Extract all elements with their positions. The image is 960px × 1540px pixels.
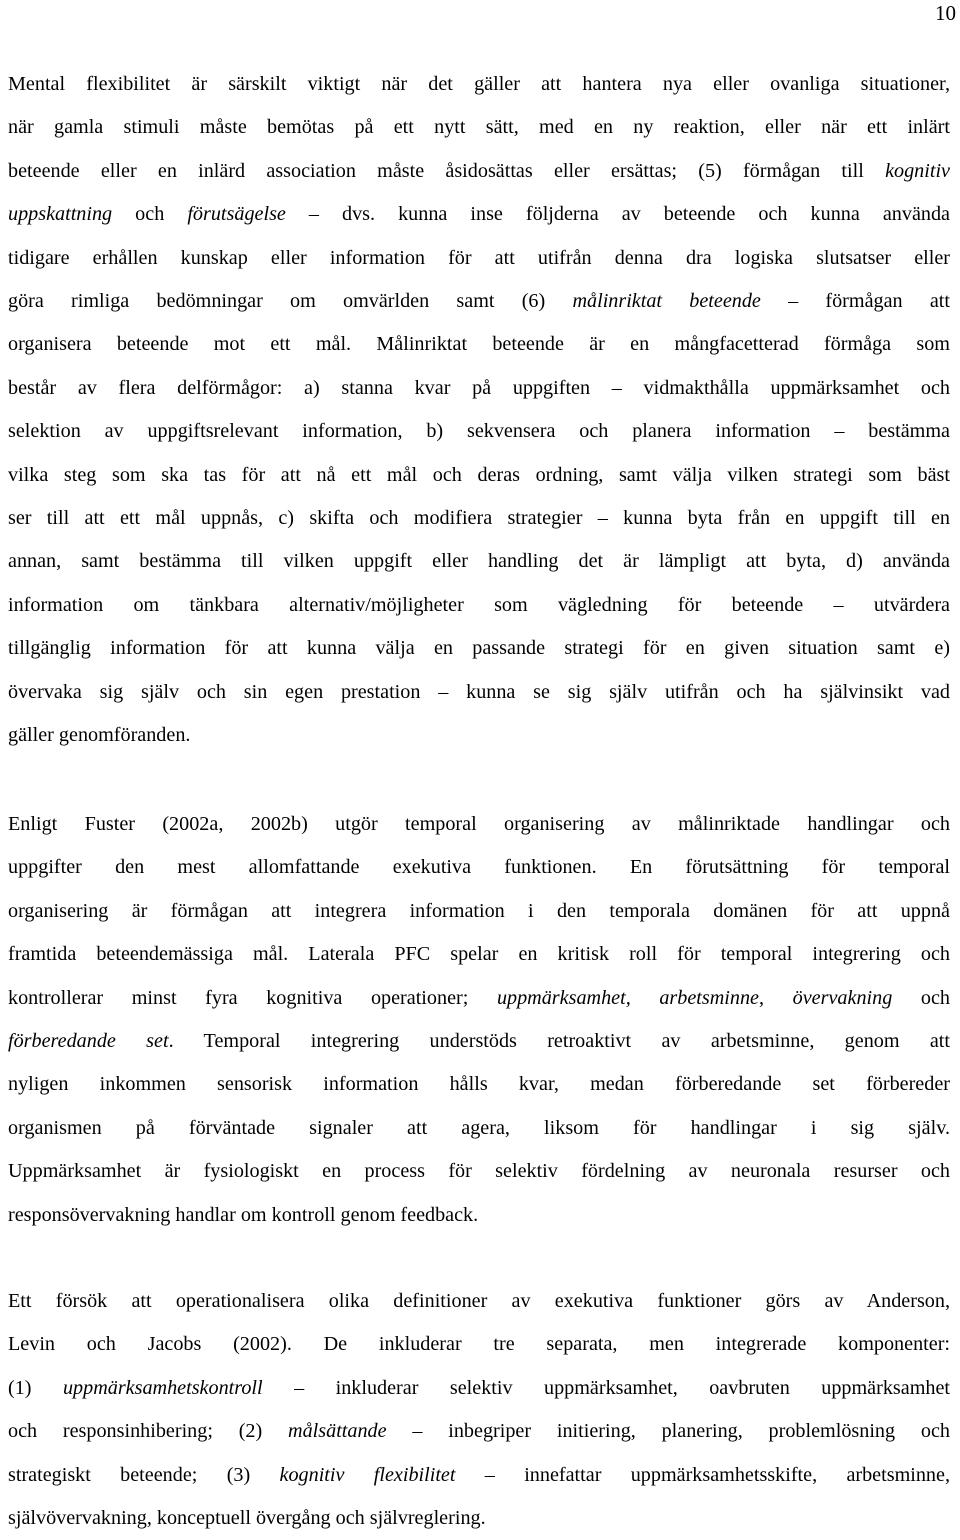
text-line	[8, 977, 950, 1020]
text-run: kontrollerar minst fyra kognitiva operationer;	[8, 986, 497, 1009]
text-line	[8, 714, 960, 757]
text-line	[8, 671, 950, 714]
text-run: Uppmärksamhet är fysiologiskt en process för selektiv fördelning av neuronala resurser och	[8, 1160, 950, 1183]
text-line	[8, 1454, 950, 1497]
text-line	[8, 1063, 950, 1106]
text-line	[8, 454, 950, 497]
text-run: strategiskt beteende; (3)	[8, 1463, 280, 1486]
text-run: och	[892, 986, 950, 1009]
text-line	[8, 1323, 950, 1366]
italic-term: kognitiv flexibilitet	[279, 1463, 456, 1486]
text-run: självövervakning, konceptuell övergång och självreglering.	[8, 1507, 486, 1530]
text-line	[8, 63, 950, 106]
italic-term: målinriktat beteende	[572, 290, 761, 313]
text-run: övervaka sig själv och sin egen prestation – kunna se sig själv utifrån och ha självinsikt vad	[8, 680, 950, 703]
text-run: vilka steg som ska tas för att nå ett mål och deras ordning, samt välja vilken strategi som bäst	[8, 463, 950, 486]
text-line	[8, 193, 950, 236]
text-run: – innefattar uppmärksamhetsskifte, arbetsminne,	[455, 1463, 950, 1486]
italic-term: kognitiv	[885, 159, 950, 182]
text-line	[8, 540, 950, 583]
text-run: gäller genomföranden.	[8, 724, 191, 747]
text-run: beteende eller en inlärd association måste åsidosättas eller ersättas; (5) förmågan till	[8, 159, 886, 182]
text-line	[8, 497, 950, 540]
italic-term: förberedande set	[8, 1030, 169, 1053]
text-line	[8, 1107, 950, 1150]
text-line	[8, 1020, 950, 1063]
text-line	[8, 1194, 960, 1237]
paragraph-operationalisation	[8, 1280, 960, 1540]
text-run: selektion av uppgiftsrelevant information, b) sekvensera och planera information – bestämma	[8, 420, 950, 443]
text-line	[8, 890, 950, 933]
text-run: Levin och Jacobs (2002). De inkluderar tre separata, men integrerade komponenter:	[8, 1333, 950, 1356]
text-run: information om tänkbara alternativ/möjligheter som vägledning för beteende – utvärdera	[8, 593, 950, 616]
paragraph-mental-flexibility	[8, 63, 960, 758]
text-run: . Temporal integrering understöds retroaktivt av arbetsminne, genom att	[168, 1030, 950, 1053]
text-run: och	[112, 203, 188, 226]
text-run: tillgänglig information för att kunna välja en passande strategi för en given situation samt e)	[8, 637, 950, 660]
text-line	[8, 627, 950, 670]
text-run: Mental flexibilitet är särskilt viktigt när det gäller att hantera nya eller ovanliga situationer,	[8, 73, 950, 95]
italic-term: målsättande	[288, 1420, 387, 1443]
text-run: – inkluderar selektiv uppmärksamhet, oavbruten uppmärksamhet	[262, 1376, 950, 1399]
text-run: annan, samt bestämma till vilken uppgift eller handling det är lämpligt att byta, d) använda	[8, 550, 950, 573]
text-run: organismen på förväntade signaler att agera, liksom för handlingar i sig själv.	[8, 1116, 950, 1139]
italic-term: förutsägelse	[187, 203, 286, 226]
text-line	[8, 1280, 950, 1323]
text-run: – dvs. kunna inse följderna av beteende och kunna använda	[285, 203, 950, 226]
text-run: – inbegriper initiering, planering, problemlösning och	[386, 1420, 950, 1443]
text-line	[8, 1410, 950, 1453]
text-run: uppgifter den mest allomfattande exekutiva funktionen. En förutsättning för temporal	[8, 856, 950, 879]
text-line	[8, 150, 950, 193]
text-run: framtida beteendemässiga mål. Laterala PFC spelar en kritisk roll för temporal integrering och	[8, 943, 950, 966]
text-run: responsövervakning handlar om kontroll genom feedback.	[8, 1203, 479, 1226]
text-run: – förmågan att	[760, 290, 950, 313]
text-line	[8, 280, 950, 323]
text-run: Ett försök att operationalisera olika definitioner av exekutiva funktioner görs av Anderson,	[8, 1290, 950, 1312]
text-line	[8, 367, 950, 410]
italic-term: uppmärksamhetskontroll	[62, 1376, 263, 1399]
paragraph-temporal-organisation	[8, 803, 960, 1237]
text-run: och responsinhibering; (2)	[8, 1420, 289, 1443]
text-run: (1)	[8, 1376, 63, 1399]
page-number: 10	[935, 1, 956, 25]
text-line	[8, 323, 950, 366]
text-line	[8, 584, 950, 627]
text-run: göra rimliga bedömningar om omvärlden samt (6)	[8, 290, 573, 313]
text-line	[8, 1150, 950, 1193]
text-run: när gamla stimuli måste bemötas på ett nytt sätt, med en ny reaktion, eller när ett inlärt	[8, 116, 950, 139]
text-run: består av flera delförmågor: a) stanna kvar på uppgiften – vidmakthålla uppmärksamhet och	[8, 376, 950, 399]
text-run: organisering är förmågan att integrera information i den temporala domänen för att uppnå	[8, 899, 950, 922]
italic-term: uppskattning	[8, 203, 113, 226]
text-line	[8, 106, 950, 149]
italic-term: uppmärksamhet, arbetsminne	[496, 986, 759, 1009]
text-line	[8, 846, 950, 889]
text-line	[8, 1367, 950, 1410]
text-run: Enligt Fuster (2002a, 2002b) utgör temporal organisering av målinriktade handlingar och	[8, 813, 950, 835]
text-run: ser till att ett mål uppnås, c) skifta och modifiera strategier – kunna byta från en uppgift till en	[8, 507, 950, 530]
text-line	[8, 237, 950, 280]
text-run: tidigare erhållen kunskap eller information för att utifrån denna dra logiska slutsatser eller	[8, 246, 950, 269]
text-run: nyligen inkommen sensorisk information hålls kvar, medan förberedande set förbereder	[8, 1073, 950, 1096]
text-line	[8, 410, 950, 453]
text-run: ,	[759, 986, 793, 1009]
text-line	[8, 803, 950, 846]
text-run: organisera beteende mot ett mål. Målinriktat beteende är en mångfacetterad förmåga som	[8, 333, 950, 356]
italic-term: övervakning	[792, 986, 893, 1009]
text-line	[8, 933, 950, 976]
